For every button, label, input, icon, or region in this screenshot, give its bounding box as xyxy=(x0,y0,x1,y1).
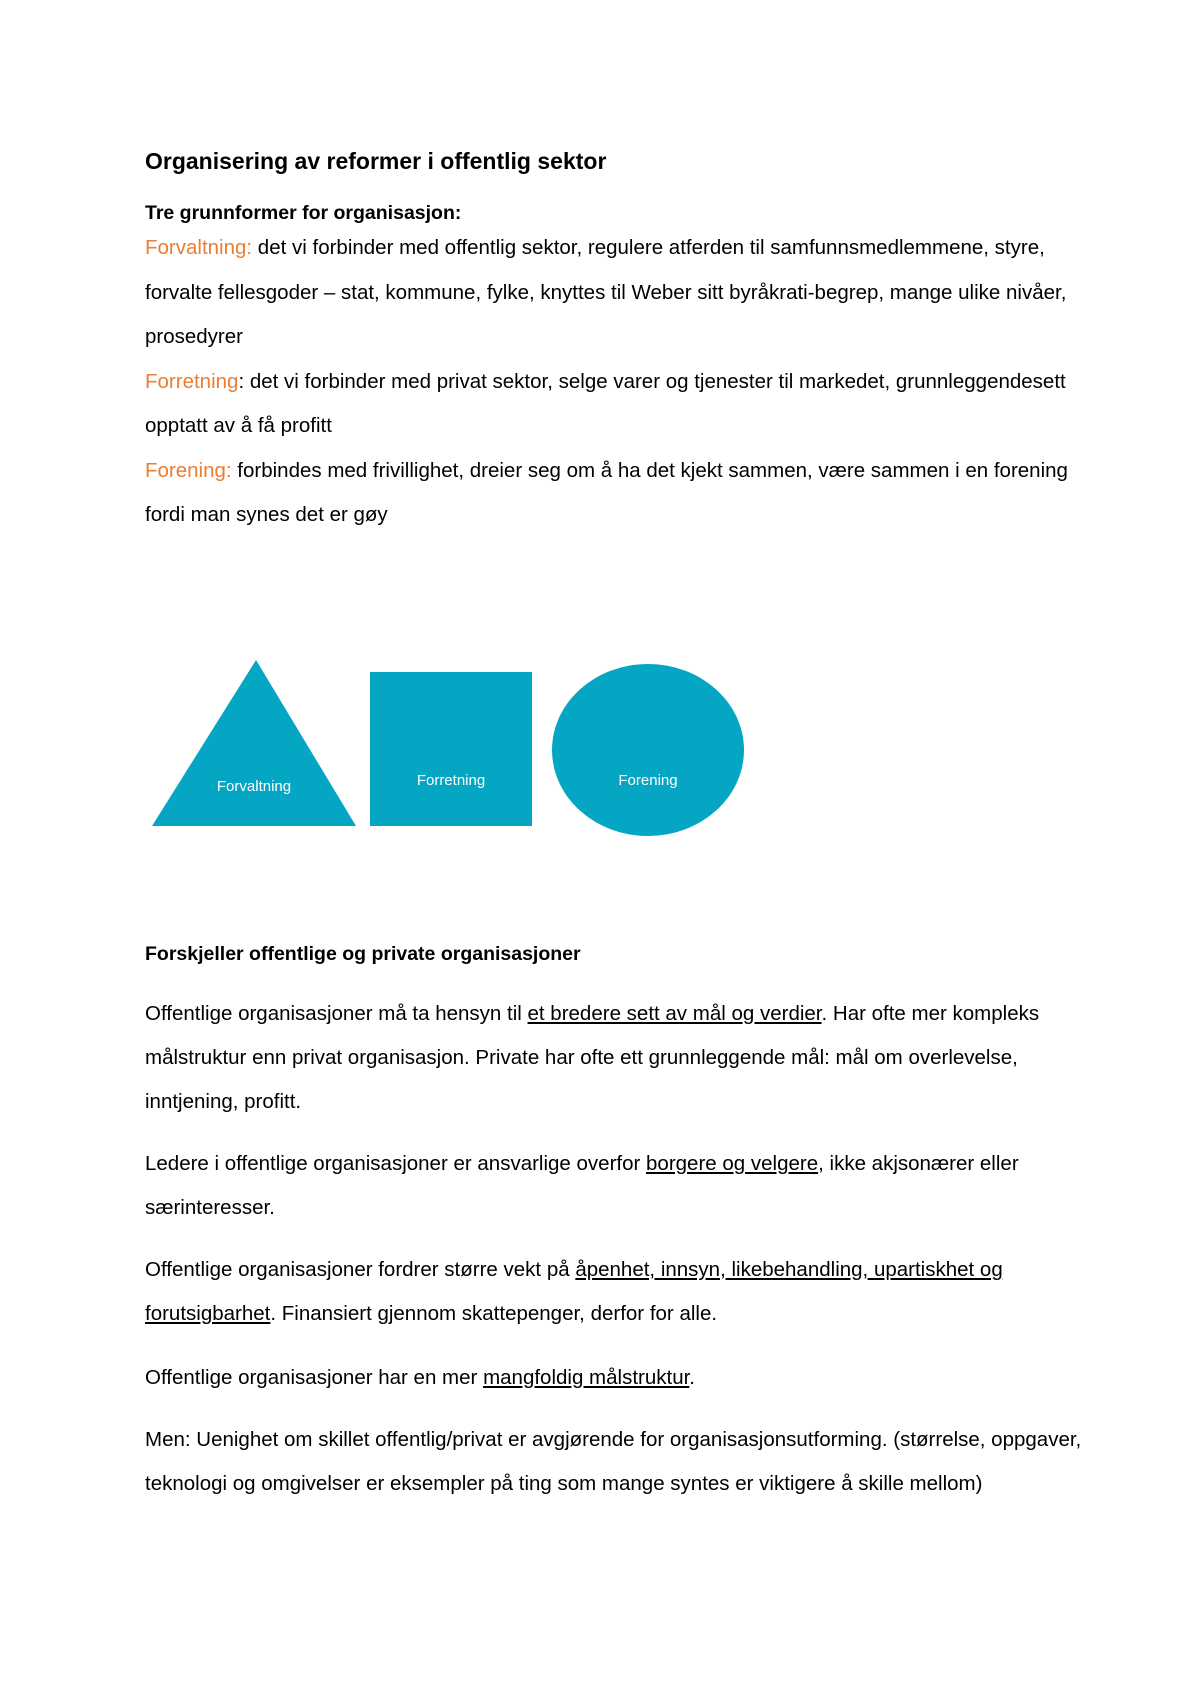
triangle-shape xyxy=(152,660,356,826)
p4-underlined: mangfoldig målstruktur xyxy=(483,1366,690,1389)
document-title: Organisering av reformer i offentlig sektor xyxy=(145,148,607,174)
p3-text-before: Offentlige organisasjoner fordrer større vekt på xyxy=(145,1258,576,1281)
p4-text-after: . xyxy=(689,1366,695,1389)
paragraph-maal-og-verdier xyxy=(145,992,1085,1124)
p2-text-before: Ledere i offentlige organisasjoner er ansvarlige overfor xyxy=(145,1152,647,1175)
triangle-label: Forvaltning xyxy=(216,778,292,795)
section-heading-grunnformer: Tre grunnformer for organisasjon: xyxy=(145,202,462,224)
p4-text-before: Offentlige organisasjoner har en mer xyxy=(145,1366,484,1389)
paragraph-maalstruktur xyxy=(145,1356,1085,1400)
circle-shape xyxy=(552,664,744,836)
term-forretning: Forretning xyxy=(145,369,239,393)
square-label: Forretning xyxy=(416,772,486,789)
term-forening: Forening: xyxy=(145,458,232,482)
paragraph-uenighet: Men: Uenighet om skillet offentlig/privat er avgjørende for organisasjonsutforming. (størrelse, oppgaver, teknologi og omgivelser er eksempler på ting som mange syntes er viktigere å skille mellom) xyxy=(145,1428,1082,1495)
p3-text-after: . Finansiert gjennom skattepenger, derfor for alle. xyxy=(270,1302,718,1325)
paragraph-aapenhet xyxy=(145,1248,1085,1336)
definition-forvaltning: det vi forbinder med offentlig sektor, regulere atferden til samfunnsmedlemmene, styre, forvalte fellesgoder – stat, kommune, fylke, knyttes til Weber sitt byråkrati-begrep, mange ulike nivåer, prosedyrer xyxy=(145,236,1067,348)
section-heading-forskjeller: Forskjeller offentlige og private organisasjoner xyxy=(145,943,581,965)
p1-text-after: . Har ofte mer kompleks målstruktur enn privat organisasjon. Private har ofte ett grunnleggende mål: mål om overlevelse, inntjening, profitt. xyxy=(145,1002,1040,1113)
p3-underlined: åpenhet, innsyn, likebehandling, upartiskhet og forutsigbarhet xyxy=(145,1258,1003,1325)
circle-label: Forening xyxy=(618,772,678,789)
p1-text-before: Offentlige organisasjoner må ta hensyn til xyxy=(145,1002,528,1025)
definition-forening: forbindes med frivillighet, dreier seg om å ha det kjekt sammen, være sammen i en forening fordi man synes det er gøy xyxy=(145,458,1068,526)
p1-underlined: et bredere sett av mål og verdier xyxy=(527,1002,822,1025)
p2-text-after: , ikke akjsonærer eller særinteresser. xyxy=(145,1152,1019,1219)
p2-underlined: borgere og velgere xyxy=(646,1152,819,1175)
term-forvaltning: Forvaltning: xyxy=(145,236,253,259)
definition-forretning: : det vi forbinder med privat sektor, selge varer og tjenester til markedet, grunnleggendesett opptatt av å få profitt xyxy=(145,369,1066,437)
square-shape xyxy=(370,672,532,826)
paragraph-ledere xyxy=(145,1142,1085,1230)
